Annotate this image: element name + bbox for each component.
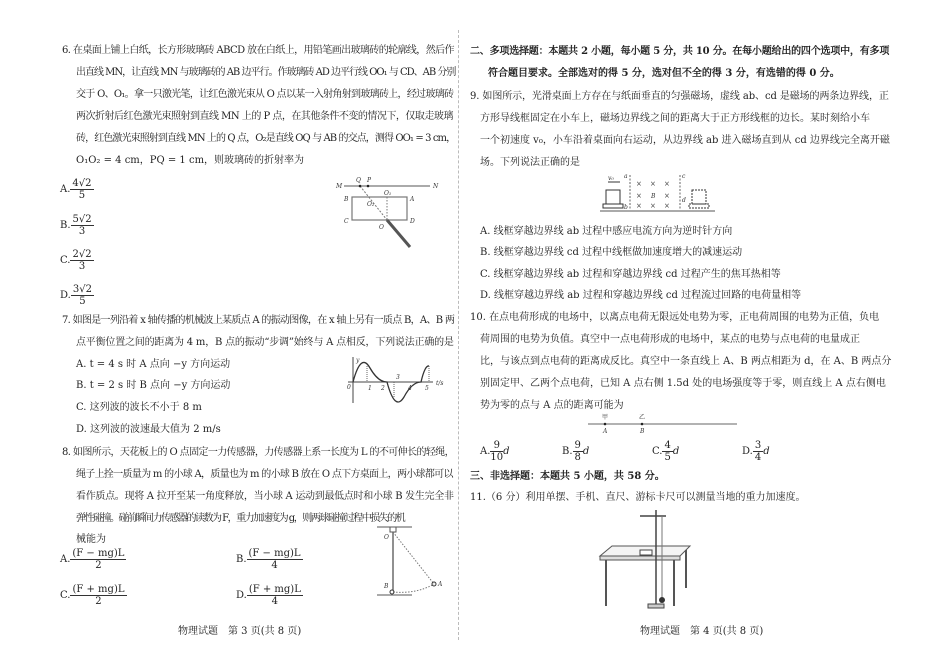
q7-option-b: B. t = 2 s 时 B 点向 −y 方向运动 (76, 380, 231, 391)
q9-line: 方形导线框固定在小车上，磁场边界线之间的距离大于正方形线框的边长。某时刻给小车 (480, 113, 870, 124)
q6-option-b: B. $\frac{5√2}{3}$ (60, 214, 92, 237)
q6-line: 出直线 MN，让直线 MN 与玻璃砖的 AB 边平行。作玻璃砖 AD 边平行线 OO₁ 与 CD、AB 分别 (76, 67, 456, 78)
label-M: M (336, 183, 343, 190)
label-D: D (410, 218, 415, 225)
label-yi: 乙 (639, 414, 646, 421)
q7-option-a: A. t = 4 s 时 A 点向 −y 方向运动 (76, 359, 231, 370)
svg-text:×: × (664, 180, 670, 188)
label-A: A (438, 581, 443, 588)
q8-option-d: D. $\frac{(F + mg)L}{4}$ (236, 584, 301, 607)
q9-option-b: B. 线框穿越边界线 cd 过程中线框做加速度增大的减速运动 (480, 247, 743, 258)
q7-line: 7. 如图是一列沿着 x 轴传播的机械波上某质点 A 的振动图像，在 x 轴上另有一质点 B，A、B 两 (62, 315, 455, 326)
label-Q: Q (356, 177, 361, 184)
q8-line: 看作质点。现将 A 拉开至某一角度释放，当小球 A 运动到最低点时和小球 B 发生完全非 (76, 491, 454, 502)
svg-text:×: × (664, 202, 670, 210)
q6-option-d: D. $\frac{3√2}{5}$ (60, 284, 92, 307)
question-11: 11.（6 分）利用单摆、手机、直尺、游标卡尺可以测量当地的重力加速度。 (470, 492, 806, 503)
charges-line-figure (585, 412, 740, 436)
axis-y-label: y (356, 357, 360, 364)
column-divider (458, 30, 460, 640)
q8-option-a: A. $\frac{(F - mg)L}{2}$ (60, 548, 125, 571)
label-P: P (367, 177, 372, 184)
glass-brick-figure (330, 175, 445, 265)
q8-line: 8. 如图所示，天花板上的 O 点固定一力传感器，力传感器上系一长度为 L 的不可伸长的轻绳， (62, 447, 455, 458)
q7-option-c: C. 这列波的波长不小于 8 m (76, 402, 202, 413)
q6-line: 两次折射后红色激光束照射到直线 MN 上的 P 点，在其他条件不变的情况下，仅取走玻璃 (76, 111, 453, 122)
q8-option-c: C. $\frac{(F + mg)L}{2}$ (60, 584, 125, 607)
q8-line: 弹性碰撞。碰前瞬间力传感器的读数为 F，重力加速度为 g，则两球碰撞过程中损失的机 (76, 513, 405, 524)
q10-line: 别固定甲、乙两个点电荷，已知 A 点右侧 1.5d 处的电场强度等于零，则直线上 A 点右侧电 (480, 378, 886, 389)
q10-option-a: A. $\frac{9}{10}$ d (480, 440, 510, 463)
q8-line: 械能为 (76, 534, 106, 545)
q10-option-c: C. $\frac{4}{5}$ d (652, 440, 680, 463)
q8-line: 绳子上拴一质量为 m 的小球 A，质量也为 m 的小球 B 放在 O 点下方桌面上，两小球都可以 (76, 469, 453, 480)
q6-line: 6. 在桌面上铺上白纸，长方形玻璃砖 ABCD 放在白纸上，用铅笔画出玻璃砖的轮廓线，然后作 (62, 45, 454, 56)
label-a: a (624, 173, 628, 180)
q10-line: 荷周围的电势为负值。真空中一点电荷形成的电场中，某点的电势与点电荷的电量成正 (480, 334, 860, 345)
label-B: B (384, 583, 389, 590)
tick-0: 0 (347, 384, 351, 391)
label-d: d (682, 197, 686, 204)
q9-line: 一个初速度 v₀，小车沿着桌面向右运动，从边界线 ab 进入磁场直到从 cd 边界线完全离开磁 (480, 135, 890, 146)
label-O: O (379, 224, 384, 231)
page-footer-right: 物理试题 第 4 页(共 8 页) (640, 626, 764, 637)
label-B: B (640, 428, 645, 435)
label-N: N (433, 183, 439, 190)
label-C: C (344, 218, 349, 225)
label-O2: O₂ (367, 201, 375, 208)
q6-line: 交于 O、O₁。拿一只激光笔，让红色激光束从 O 点以某一入射角射到玻璃砖上，经过玻璃砖 (76, 89, 454, 100)
pendulum-apparatus-figure (590, 508, 700, 610)
tick-3: 3 (396, 374, 400, 381)
tick-4: 4 (408, 385, 412, 392)
label-c: c (682, 173, 686, 180)
magnetic-field-cart-figure (600, 172, 720, 214)
q10-option-d: D. $\frac{3}{4}$ d (742, 440, 770, 463)
section-2-heading: 二、多项选择题：本题共 2 小题，每小题 5 分，共 10 分。在每小题给出的四个选项中，有多项 (470, 46, 890, 57)
label-A: A (603, 428, 608, 435)
pendulum-figure (372, 522, 447, 600)
tick-2: 2 (381, 385, 385, 392)
axis-t-label: t/s (436, 380, 444, 387)
label-A: A (410, 196, 415, 203)
q9-option-c: C. 线框穿越边界线 ab 过程和穿越边界线 cd 过程产生的焦耳热相等 (480, 269, 781, 280)
tick-5: 5 (425, 385, 429, 392)
label-B: B (651, 193, 656, 200)
q10-line: 10. 在点电荷形成的电场中，以离点电荷无限远处电势为零，正电荷周围的电势为正值，负电 (470, 312, 880, 323)
label-B: B (344, 196, 349, 203)
section-2-heading-cont: 符合题目要求。全部选对的得 5 分，选对但不全的得 3 分，有选错的得 0 分。 (488, 68, 840, 79)
label-O: O (384, 534, 389, 541)
q9-option-a: A. 线框穿越边界线 ab 过程中感应电流方向为逆时针方向 (480, 226, 733, 237)
page-footer-left: 物理试题 第 3 页(共 8 页) (178, 626, 302, 637)
q7-line: 点平衡位置之间的距离为 4 m，B 点的振动“步调”始终与 A 点相反，下列说法正确的是 (76, 337, 454, 348)
label-b: b (624, 204, 628, 211)
q6-line: 砖，红色激光束照射到直线 MN 上的 Q 点，O₂是直线 OQ 与 AB 的交点，测得 OO₁ = 3 cm， (76, 133, 456, 144)
label-jia: 甲 (602, 414, 609, 421)
vibration-graph (345, 355, 450, 405)
q6-option-c: C. $\frac{2√2}{3}$ (60, 249, 92, 272)
q10-line: 势为零的点与 A 点的距离可能为 (480, 400, 624, 411)
q6-option-a: A. $\frac{4√2}{5}$ (60, 178, 92, 201)
q6-line: O₁O₂ = 4 cm，PQ = 1 cm，则玻璃砖的折射率为 (76, 155, 305, 166)
q8-option-b: B. $\frac{(F - mg)L}{4}$ (236, 548, 301, 571)
tick-1: 1 (368, 385, 372, 392)
q10-line: 比，与该点到点电荷的距离成反比。真空中一条直线上 A、B 两点相距为 d，在 A、B 两点分 (480, 356, 892, 367)
q7-option-d: D. 这列波的波速最大值为 2 m/s (76, 424, 221, 435)
svg-text:×: × (650, 202, 656, 210)
section-3-heading: 三、非选择题：本题共 5 小题，共 58 分。 (470, 471, 665, 482)
q9-option-d: D. 线框穿越边界线 ab 过程和穿越边界线 cd 过程流过回路的电荷量相等 (480, 290, 802, 301)
svg-text:×: × (650, 180, 656, 188)
label-v0: v₀ (608, 175, 614, 182)
svg-text:×: × (636, 192, 642, 200)
svg-text:×: × (636, 180, 642, 188)
svg-text:×: × (664, 192, 670, 200)
q10-option-b: B. $\frac{9}{8}$ d (562, 440, 590, 463)
q9-line: 场。下列说法正确的是 (480, 157, 580, 168)
q9-line: 9. 如图所示，光滑桌面上方存在与纸面垂直的匀强磁场，虚线 ab、cd 是磁场的两条边界线，正 (470, 91, 889, 102)
label-O1: O₁ (384, 190, 392, 197)
svg-text:×: × (636, 202, 642, 210)
